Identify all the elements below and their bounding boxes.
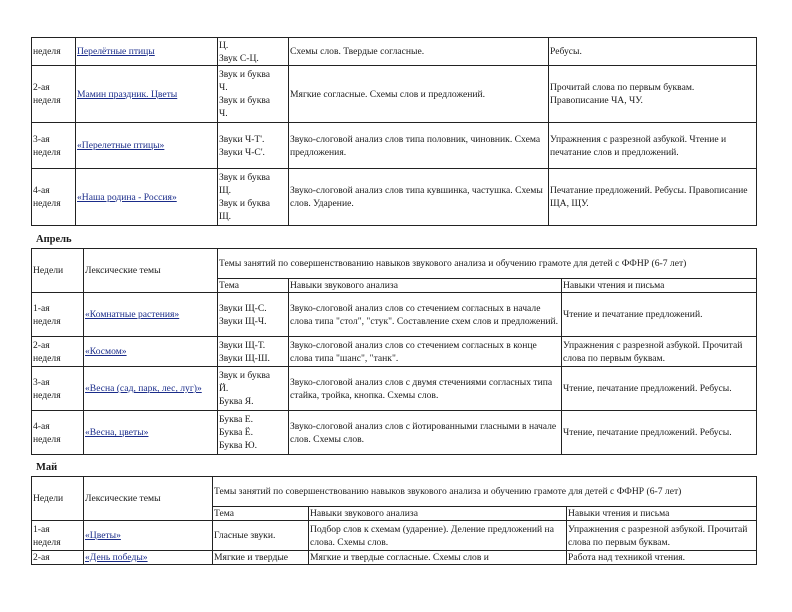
lexical-theme-link[interactable]: «День победы» (84, 551, 213, 565)
analysis-cell: Звуко-слоговой анализ слов со стечением согласных в конце слова типа "шанс", "танк". (289, 337, 562, 367)
week-cell: 3-ая неделя (32, 123, 76, 169)
header-week: Недели (32, 477, 84, 521)
week-cell: 3-ая неделя (32, 367, 84, 411)
reading-cell: Чтение, печатание предложений. Ребусы. (562, 411, 757, 455)
table-row (32, 337, 757, 367)
sounds-cell: Звуки Щ-С. Звуки Щ-Ч. (218, 293, 289, 337)
header-reading: Навыки чтения и письма (562, 279, 757, 293)
week-cell: 2-ая неделя (32, 66, 76, 123)
analysis-cell: Звуко-слоговой анализ слов со стечением согласных в начале слова типа "стол", "стук". Составление схем слов и предложений. (289, 293, 562, 337)
analysis-cell: Звуко-слоговой анализ слов с йотированными гласными в начале слов. Схемы слов. (289, 411, 562, 455)
analysis-cell: Схемы слов. Твердые согласные. (289, 38, 549, 66)
analysis-cell: Звуко-слоговой анализ слов типа половник, чиновник. Схема предложения. (289, 123, 549, 169)
table-row (32, 551, 757, 565)
lexical-theme-link[interactable]: «Космом» (84, 337, 218, 367)
reading-cell: Упражнения с разрезной азбукой. Прочитай слова по первым буквам. (567, 521, 757, 551)
week-cell: 2-ая неделя (32, 337, 84, 367)
week-cell: 4-ая неделя (32, 411, 84, 455)
sounds-cell: Звуки Ч-Т'. Звуки Ч-С'. (218, 123, 289, 169)
lexical-theme-link[interactable]: Перелётные птицы (76, 38, 218, 66)
lexical-theme-link[interactable]: «Весна (сад, парк, лес, луг)» (84, 367, 218, 411)
reading-cell: Прочитай слова по первым буквам. Правописание ЧА, ЧУ. (549, 66, 757, 123)
table-row (32, 367, 757, 411)
reading-cell: Печатание предложений. Ребусы. Правописание ЩА, ЩУ. (549, 169, 757, 226)
sounds-cell: Звук и буква Щ. Звук и буква Щ. (218, 169, 289, 226)
lexical-theme-link[interactable]: Мамин праздник. Цветы (76, 66, 218, 123)
table-row (32, 521, 757, 551)
week-cell: 1-ая неделя (32, 293, 84, 337)
week-cell: 4-ая неделя (32, 169, 76, 226)
header-week: Недели (32, 249, 84, 293)
header-topics: Темы занятий по совершенствованию навыков звукового анализа и обучению грамоте для детей с ФФНР (6-7 лет) (218, 249, 757, 279)
table-row (32, 66, 757, 123)
table-row (32, 123, 757, 169)
lexical-theme-link[interactable]: «Перелетные птицы» (76, 123, 218, 169)
reading-cell: Работа над техникой чтения. (567, 551, 757, 565)
week-cell: 2-ая (32, 551, 84, 565)
sounds-cell: Ц. Звук С-Ц. (218, 38, 289, 66)
analysis-cell: Подбор слов к схемам (ударение). Деление предложений на слова. Схемы слов. (309, 521, 567, 551)
reading-cell: Чтение, печатание предложений. Ребусы. (562, 367, 757, 411)
table-header-row (32, 249, 757, 279)
header-analysis: Навыки звукового анализа (309, 507, 567, 521)
table-row (32, 38, 757, 66)
may-heading: Май (36, 462, 58, 473)
header-theme: Тема (213, 507, 309, 521)
table-header-row (32, 477, 757, 507)
analysis-cell: Мягкие согласные. Схемы слов и предложений. (289, 66, 549, 123)
lexical-theme-link[interactable]: «Весна, цветы» (84, 411, 218, 455)
header-theme: Тема (218, 279, 289, 293)
table-row (32, 411, 757, 455)
march-table (31, 37, 757, 226)
reading-cell: Упражнения с разрезной азбукой. Чтение и печатание слов и предложений. (549, 123, 757, 169)
week-cell: неделя (32, 38, 76, 66)
table-row (32, 169, 757, 226)
header-lexical: Лексические темы (84, 477, 213, 521)
sounds-cell: Звук и буква Ч. Звук и буква Ч. (218, 66, 289, 123)
reading-cell: Ребусы. (549, 38, 757, 66)
week-cell: 1-ая неделя (32, 521, 84, 551)
april-heading: Апрель (36, 234, 72, 245)
header-reading: Навыки чтения и письма (567, 507, 757, 521)
reading-cell: Чтение и печатание предложений. (562, 293, 757, 337)
analysis-cell: Мягкие и твердые согласные. Схемы слов и (309, 551, 567, 565)
analysis-cell: Звуко-слоговой анализ слов с двумя стечениями согласных типа стайка, тройка, кнопка. Схемы слов. (289, 367, 562, 411)
sounds-cell: Мягкие и твердые (213, 551, 309, 565)
lexical-theme-link[interactable]: «Цветы» (84, 521, 213, 551)
lexical-theme-link[interactable]: «Наша родина - Россия» (76, 169, 218, 226)
sounds-cell: Звуки Щ-Т. Звуки Щ-Ш. (218, 337, 289, 367)
reading-cell: Упражнения с разрезной азбукой. Прочитай слова по первым буквам. (562, 337, 757, 367)
may-table (31, 476, 757, 565)
sounds-cell: Звук и буква Й. Буква Я. (218, 367, 289, 411)
analysis-cell: Звуко-слоговой анализ слов типа кувшинка, частушка. Схемы слов. Ударение. (289, 169, 549, 226)
header-analysis: Навыки звукового анализа (289, 279, 562, 293)
header-topics: Темы занятий по совершенствованию навыков звукового анализа и обучению грамоте для детей с ФФНР (6-7 лет) (213, 477, 757, 507)
table-row (32, 293, 757, 337)
sounds-cell: Буква Е. Буква Ё. Буква Ю. (218, 411, 289, 455)
lexical-theme-link[interactable]: «Комнатные растения» (84, 293, 218, 337)
sounds-cell: Гласные звуки. (213, 521, 309, 551)
april-table (31, 248, 757, 455)
header-lexical: Лексические темы (84, 249, 218, 293)
